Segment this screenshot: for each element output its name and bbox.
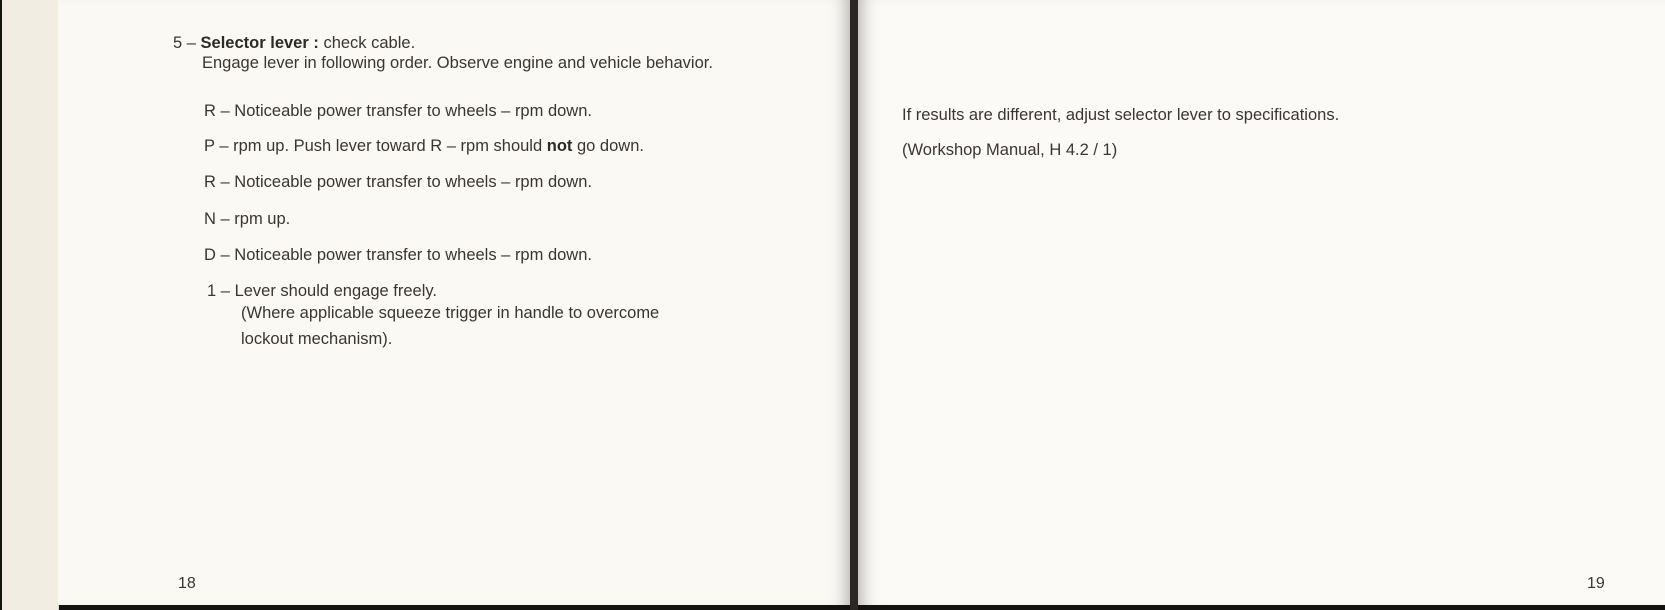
step-row (204, 172, 592, 192)
step-text: Lever should engage freely. (234, 282, 437, 300)
step-key: P (204, 137, 215, 155)
step-row (204, 136, 644, 156)
adjustment-instruction: If results are different, adjust selector lever to specifications. (902, 106, 1340, 124)
step-dash: – (220, 210, 230, 228)
step-text: rpm up. Push lever toward R – rpm should (233, 137, 543, 155)
step-text-end: go down. (577, 137, 644, 155)
step-key: N (204, 210, 216, 228)
step-emphasis: not (546, 137, 573, 155)
step-dash: – (219, 137, 229, 155)
page-edge (32, 0, 59, 610)
step-dash: – (220, 173, 230, 191)
page-number-left: 18 (178, 575, 196, 592)
step-key: D (204, 246, 216, 264)
step-dash: – (220, 282, 230, 300)
step-text: Noticeable power transfer to wheels – rpm down. (234, 102, 592, 120)
step-key: R (204, 173, 216, 191)
book-gutter (850, 0, 858, 610)
page-number-right: 19 (1587, 575, 1605, 592)
step-text: Noticeable power transfer to wheels – rpm down. (234, 246, 592, 264)
step-key: 1 (207, 282, 217, 300)
item-action: check cable. (323, 34, 416, 52)
step-note: lockout mechanism). (241, 330, 393, 348)
step-row (207, 281, 437, 301)
step-key: R (204, 102, 216, 120)
intro-text: Engage lever in following order. Observe engine and vehicle behavior. (202, 54, 713, 72)
step-row (204, 101, 592, 121)
step-note: (Where applicable squeeze trigger in handle to overcome (241, 304, 660, 322)
step-row (204, 209, 290, 229)
step-text: Noticeable power transfer to wheels – rpm down. (234, 173, 592, 191)
item-heading (173, 33, 415, 53)
step-dash: – (220, 102, 230, 120)
step-row (204, 245, 592, 265)
manual-reference: (Workshop Manual, H 4.2 / 1) (902, 141, 1118, 159)
item-title: Selector lever : (200, 34, 319, 52)
step-text: rpm up. (234, 210, 291, 228)
right-page (858, 0, 1665, 605)
item-number: 5 – (173, 34, 196, 52)
step-dash: – (220, 246, 230, 264)
